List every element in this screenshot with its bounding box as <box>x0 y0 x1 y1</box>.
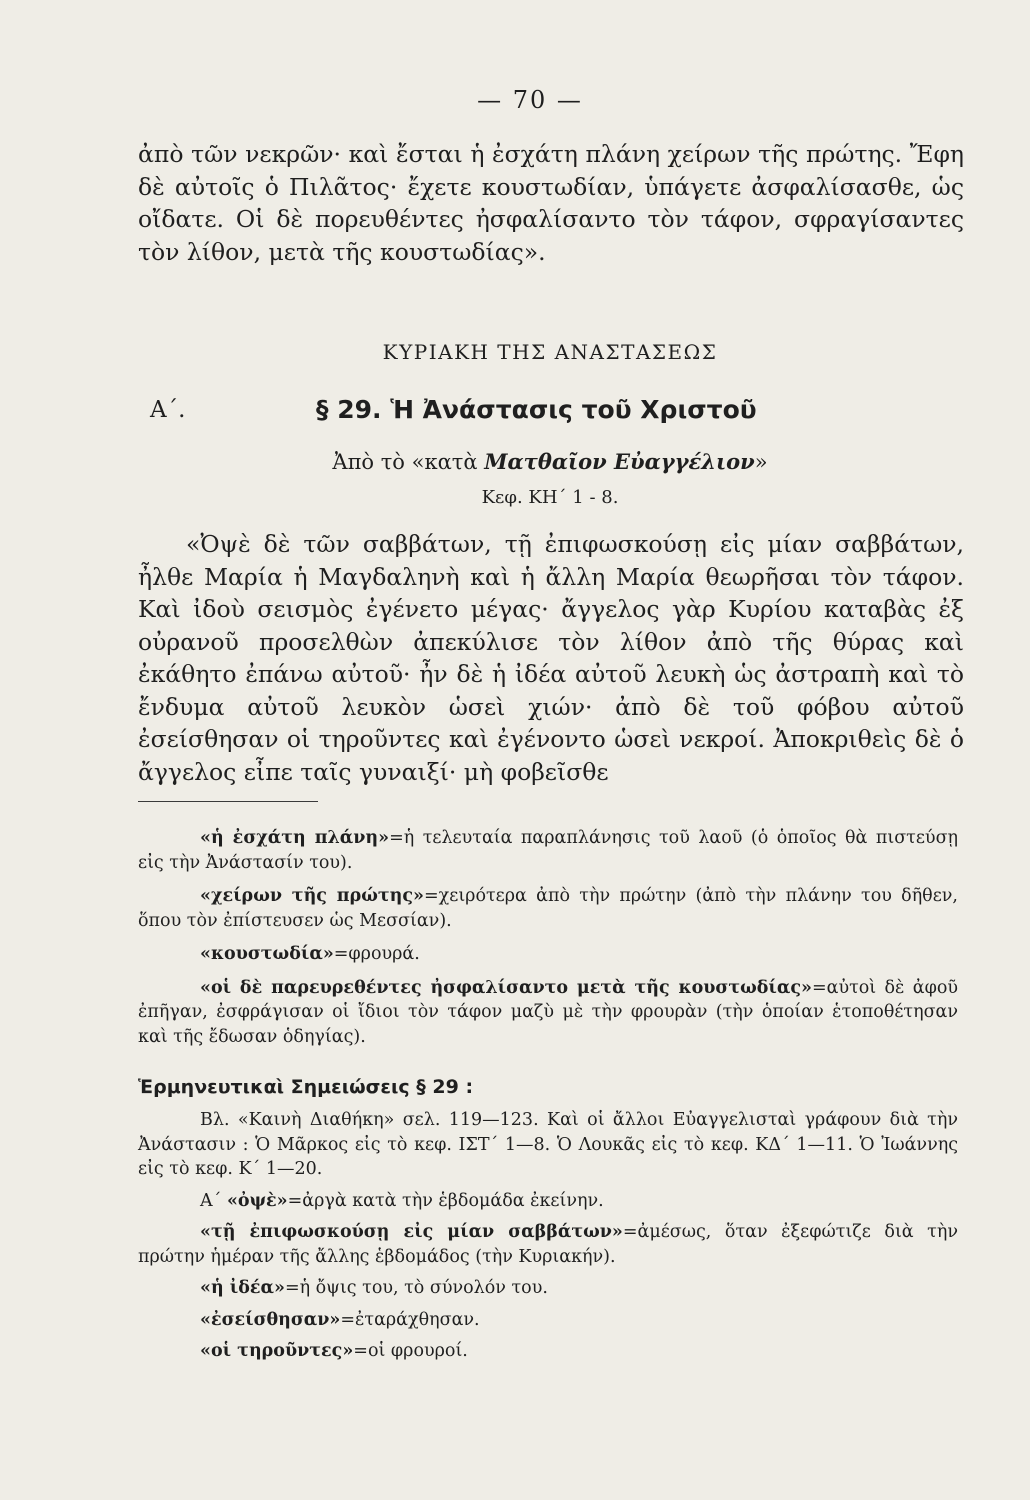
hermeneutic-note <box>138 1308 958 1333</box>
footnote <box>138 976 958 1050</box>
note-term: «ἡ ἰδέα» <box>200 1278 285 1298</box>
source-suffix: » <box>754 450 768 474</box>
chapter-reference: Κεφ. ΚΗ΄ 1 - 8. <box>481 487 619 508</box>
note-term: «ἐσείσθησαν» <box>200 1309 341 1330</box>
intro-paragraph <box>138 138 964 268</box>
footnote <box>138 826 958 875</box>
footnote-text: =ἡ τελευταία παραπλάνησις τοῦ λαοῦ (ὁ ὁποῖος θὰ πιστεύσῃ εἰς τὴν Ἀνάστασίν του). <box>138 828 958 873</box>
footnote-text: =αὐτοὶ δὲ ἀφοῦ ἐπῆγαν, ἐσφράγισαν οἱ ἴδιοι τὸν τάφον μαζὺ μὲ τὴν φρουρὰν (τὴν ὁποίαν ἑτοποθέτησαν καὶ τῆς ἔδωσαν ὁδηγίας). <box>138 977 958 1047</box>
footnote-text: =φρουρά. <box>333 944 420 964</box>
note-term: «ὀψὲ» <box>226 1190 288 1211</box>
footnote-term: «ἡ ἐσχάτη πλάνη» <box>200 828 390 848</box>
intro-text: ἀπὸ τῶν νεκρῶν· καὶ ἔσται ἡ ἐσχάτη πλάνη χείρων τῆς πρώτης. Ἔφη δὲ αὐτοῖς ὁ Πιλᾶτος· ἔχετε κουστωδίαν, ὑπάγετε ἀσφαλίσασθε, ὡς οἴδατε. Οἱ δὲ πορευθέντες ἠσφαλίσαντο τὸν τάφον, σφραγίσαντες τὸν λίθον, μετὰ τῆς κουστωδίας». <box>138 140 964 266</box>
hermeneutic-note <box>138 1339 958 1364</box>
hermeneutic-note <box>138 1220 958 1269</box>
hermeneutic-notes <box>138 1108 958 1371</box>
page-number: — 70 — <box>477 86 583 114</box>
footnotes <box>138 826 958 1058</box>
hermeneutic-title: Ἑρμηνευτικαὶ Σημειώσεις § 29 : <box>138 1076 474 1098</box>
note-term: «τῇ ἐπιφωσκούσῃ εἰς μίαν σαββάτων» <box>200 1222 623 1242</box>
hermeneutic-note <box>138 1276 958 1301</box>
source-prefix: Ἀπὸ τὸ «κατὰ <box>332 450 478 474</box>
note-text: =ἀργὰ κατὰ τὴν ἑβδομάδα ἐκείνην. <box>287 1190 604 1211</box>
footnote <box>138 942 958 967</box>
note-text: =ἐταράχθησαν. <box>340 1309 480 1330</box>
day-heading: ΚΥΡΙΑΚΗ ΤΗΣ ΑΝΑΣΤΑΣΕΩΣ <box>382 340 718 364</box>
footnote-term: «οἱ δὲ παρευρεθέντες ἠσφαλίσαντο μετὰ τῆς κουστωδίας» <box>200 977 812 998</box>
note-term: «οἱ τηροῦντες» <box>200 1341 354 1361</box>
footnote-divider <box>138 801 318 802</box>
note-text: =οἱ φρουροί. <box>353 1341 468 1361</box>
source-book: Ματθαῖον Εὐαγγέλιον <box>484 449 755 474</box>
gospel-text: «Ὀψὲ δὲ τῶν σαββάτων, τῇ ἐπιφωσκούσῃ εἰς μίαν σαββάτων, ἦλθε Μαρία ἡ Μαγδαληνὴ καὶ ἡ ἄλλη Μαρία θεωρῆσαι τὸν τάφον. Καὶ ἰδοὺ σεισμὸς ἐγένετο μέγας· ἄγγελος γὰρ Κυρίου καταβὰς ἐξ οὐρανοῦ προσελθὼν ἀπεκύλισε τὸν λίθον ἀπὸ τῆς θύρας καὶ ἐκάθητο ἐπάνω αὐτοῦ· ἦν δὲ ἡ ἰδέα αὐτοῦ λευκὴ ὡς ἀστραπὴ καὶ τὸ ἔνδυμα αὐτοῦ λευκὸν ὡσεὶ χιών· ἀπὸ δὲ τοῦ φόβου αὐτοῦ ἐσείσθησαν οἱ τηροῦντες καὶ ἐγένοντο ὡσεὶ νεκροί. Ἀποκριθεὶς δὲ ὁ ἄγγελος εἶπε ταῖς γυναιξί· μὴ φοβεῖσθε <box>138 530 964 786</box>
source-line <box>0 449 1030 474</box>
footnote-text: =χειρότερα ἀπὸ τὴν πρώτην (ἀπὸ τὴν πλάνην του δῆθεν, ὅπου τὸν ἐπίστευσεν ὡς Μεσσίαν). <box>138 886 958 931</box>
footnote <box>138 884 958 933</box>
footnote-term: «χείρων τῆς πρώτης» <box>200 886 424 906</box>
gospel-passage <box>138 528 964 788</box>
section-letter: Α΄. <box>150 397 186 423</box>
note-text: =ἡ ὄψις του, τὸ σύνολόν του. <box>284 1278 548 1298</box>
hermeneutic-note <box>138 1189 958 1214</box>
section-title: § 29. Ἡ Ἀνάστασις τοῦ Χριστοῦ <box>316 395 757 424</box>
note-prefix: Α΄ <box>200 1190 227 1211</box>
hermeneutic-paragraph: Βλ. «Καινὴ Διαθήκη» σελ. 119—123. Καὶ οἱ ἄλλοι Εὐαγγελισταὶ γράφουν διὰ τὴν Ἀνάστασιν : Ὁ Μᾶρκος εἰς τὸ κεφ. ΙΣΤ΄ 1—8. Ὁ Λουκᾶς εἰς τὸ κεφ. ΚΔ΄ 1—11. Ὁ Ἰωάννης εἰς τὸ κεφ. Κ΄ 1—20. <box>138 1110 958 1179</box>
footnote-term: «κουστωδία» <box>200 944 334 964</box>
note-text: =ἀμέσως, ὅταν ἐξεφώτιζε διὰ τὴν πρώτην ἡμέραν τῆς ἄλλης ἑβδομάδος (τὴν Κυριακήν). <box>138 1222 958 1267</box>
